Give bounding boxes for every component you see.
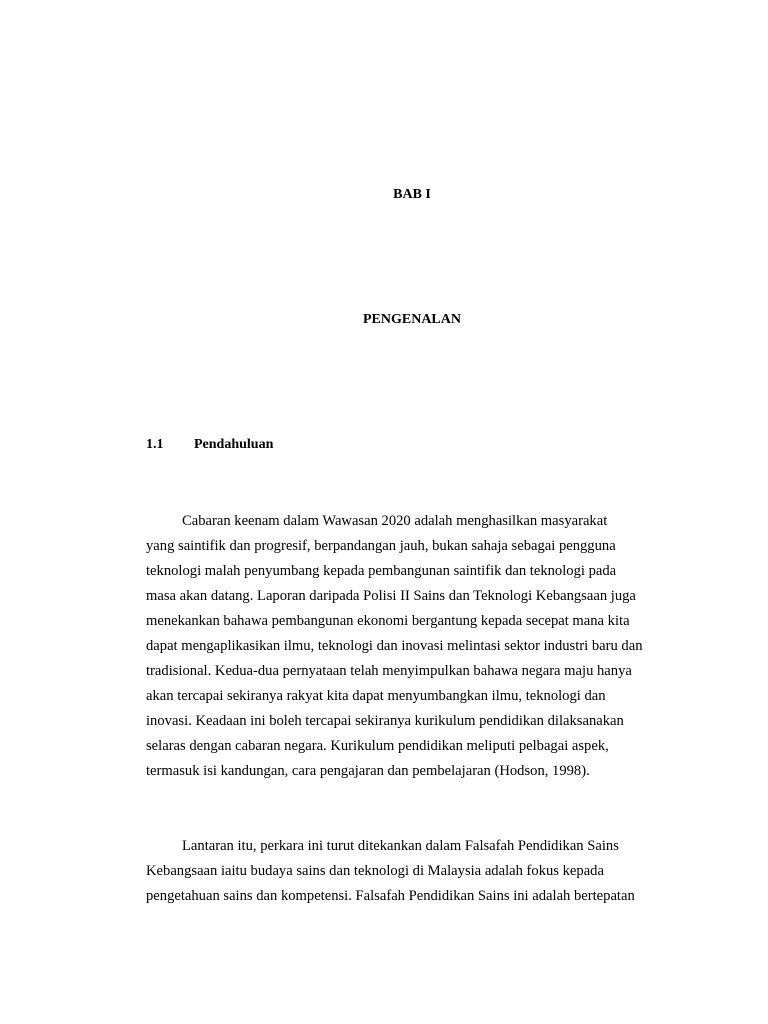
chapter-title: PENGENALAN <box>362 312 461 327</box>
paragraph-intro <box>146 509 686 784</box>
section-heading <box>146 437 273 453</box>
paragraph-line: Lantaran itu, perkara ini turut ditekankan dalam Falsafah Pendidikan Sains <box>182 838 619 854</box>
paragraph-line: Cabaran keenam dalam Wawasan 2020 adalah menghasilkan masyarakat <box>182 513 608 529</box>
paragraph-line: dapat mengaplikasikan ilmu, teknologi dan inovasi melintasi sektor industri baru dan <box>146 638 643 654</box>
chapter-number: BAB I <box>393 187 431 202</box>
section-number: 1.1 <box>146 437 164 452</box>
paragraph-line: akan tercapai sekiranya rakyat kita dapat menyumbangkan ilmu, teknologi dan <box>146 688 606 704</box>
paragraph-line: teknologi malah penyumbang kepada pembangunan saintifik dan teknologi pada <box>146 563 617 579</box>
paragraph-line: pengetahuan sains dan kompetensi. Falsafah Pendidikan Sains ini adalah bertepatan <box>146 888 635 904</box>
paragraph-line: yang saintifik dan progresif, berpandangan jauh, bukan sahaja sebagai pengguna <box>146 538 616 554</box>
paragraph-line: selaras dengan cabaran negara. Kurikulum pendidikan meliputi pelbagai aspek, <box>146 738 609 754</box>
paragraph-line: termasuk isi kandungan, cara pengajaran dan pembelajaran (Hodson, 1998). <box>146 763 590 779</box>
paragraph-line: menekankan bahawa pembangunan ekonomi bergantung kepada secepat mana kita <box>146 613 630 629</box>
paragraph-line: tradisional. Kedua-dua pernyataan telah menyimpulkan bahawa negara maju hanya <box>146 663 632 679</box>
paragraph-falsafah <box>146 834 686 909</box>
paragraph-line: inovasi. Keadaan ini boleh tercapai sekiranya kurikulum pendidikan dilaksanakan <box>146 713 624 729</box>
paragraph-line: Kebangsaan iaitu budaya sains dan teknologi di Malaysia adalah fokus kepada <box>146 863 604 879</box>
section-title: Pendahuluan <box>194 437 274 452</box>
paragraph-line: masa akan datang. Laporan daripada Polisi II Sains dan Teknologi Kebangsaan juga <box>146 588 636 604</box>
